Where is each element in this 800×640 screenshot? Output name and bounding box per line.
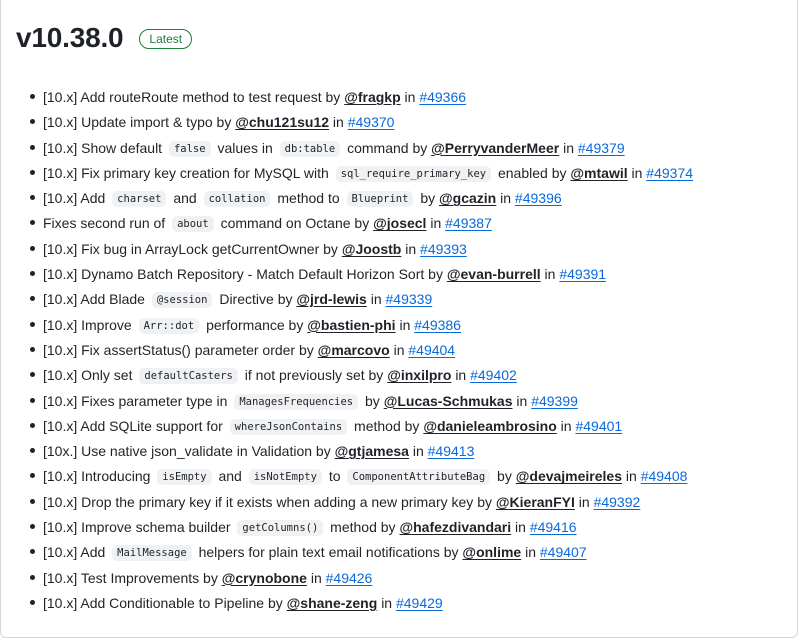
note-text: if not previously set (244, 367, 365, 384)
note-text: [10.x] Improve (43, 316, 132, 333)
author-mention-link[interactable]: @jrd-lewis (296, 291, 367, 308)
pull-request-link[interactable]: #49413 (427, 443, 475, 460)
connector-text: by (404, 417, 420, 434)
inline-code: ComponentAttributeBag (347, 469, 490, 485)
note-text: [10.x] Add (43, 190, 106, 207)
bullet-icon (30, 549, 35, 554)
connector-text: in (544, 266, 556, 283)
note-text: [10.x] Dynamo Batch Repository - Match Default Horizon Sort (43, 266, 425, 283)
pull-request-link[interactable]: #49370 (347, 114, 395, 131)
pull-request-link[interactable]: #49393 (420, 240, 467, 257)
note-text: [10.x] Fix primary key creation for MySQL with (43, 164, 329, 181)
pull-request-link[interactable]: #49339 (385, 291, 433, 308)
release-note-item (21, 162, 791, 187)
pull-request-link[interactable]: #49379 (577, 139, 625, 156)
inline-code: charset (112, 191, 166, 207)
note-text: [10.x] Only set (43, 367, 133, 384)
release-note-item (21, 541, 791, 566)
author-mention-link[interactable]: @mtawil (570, 164, 628, 181)
connector-text: by (368, 367, 384, 384)
note-text: [10.x] Add Conditionable to Pipeline (43, 594, 265, 611)
release-note-item (21, 137, 791, 162)
connector-text: by (203, 569, 218, 586)
note-text: command on Octane (220, 215, 351, 232)
author-mention-link[interactable]: @chu121su12 (235, 114, 330, 131)
author-mention-link[interactable]: @Joostb (341, 240, 402, 257)
note-text: [10.x] Fix bug in ArrayLock getCurrentOwner (43, 240, 320, 257)
author-mention-link[interactable]: @danieleambrosino (423, 417, 557, 434)
pull-request-link[interactable]: #49399 (531, 392, 578, 409)
author-mention-link[interactable]: @bastien-phi (307, 316, 396, 333)
bullet-icon (30, 322, 35, 327)
inline-code: collation (204, 191, 271, 207)
note-text: and (218, 468, 242, 485)
connector-text: by (216, 114, 232, 131)
release-note-item (21, 339, 791, 364)
connector-text: in (370, 291, 382, 308)
release-note-item (21, 86, 791, 111)
bullet-icon (30, 372, 35, 377)
note-text: and (173, 190, 197, 207)
bullet-icon (30, 119, 35, 124)
author-mention-link[interactable]: @evan-burrell (446, 266, 541, 283)
inline-code: db:table (280, 141, 341, 157)
author-mention-link[interactable]: @fragkp (344, 89, 401, 105)
release-note-item (21, 415, 791, 440)
note-text: [10.x] Add routeRoute method to test request (43, 89, 322, 105)
connector-text: in (625, 468, 637, 485)
note-text: command (347, 139, 409, 156)
bullet-icon (30, 398, 35, 403)
bullet-icon (30, 246, 35, 251)
note-text: to (328, 468, 341, 485)
note-text: [10.x] Introducing (43, 468, 151, 485)
connector-text: by (412, 139, 428, 156)
note-text: [10.x] Add (43, 544, 106, 561)
connector-text: in (563, 139, 574, 156)
release-note-item (21, 212, 791, 237)
bullet-icon (30, 347, 35, 352)
connector-text: by (325, 89, 341, 105)
connector-text: by (298, 341, 314, 358)
connector-text: by (497, 468, 512, 485)
author-mention-link[interactable]: @gtjamesa (334, 443, 409, 460)
release-note-item (21, 314, 791, 339)
connector-text: in (404, 89, 416, 105)
release-header (16, 20, 192, 56)
pull-request-link[interactable]: #49391 (559, 266, 607, 283)
author-mention-link[interactable]: @shane-zeng (286, 594, 378, 611)
pull-request-link[interactable]: #49396 (514, 190, 562, 207)
bullet-icon (30, 473, 35, 478)
inline-code: about (172, 216, 214, 232)
pull-request-link[interactable]: #49386 (414, 316, 461, 333)
release-note-item (21, 238, 791, 263)
release-note-item (21, 364, 791, 389)
connector-text: in (405, 240, 417, 257)
release-note-item (21, 491, 791, 516)
connector-text: by (365, 392, 380, 409)
inline-code: false (169, 141, 211, 157)
bullet-icon (30, 423, 35, 428)
inline-code: MailMessage (112, 545, 192, 561)
pull-request-link[interactable]: #49426 (325, 569, 373, 586)
bullet-icon (30, 170, 35, 175)
release-note-item (21, 516, 791, 541)
connector-text: in (500, 190, 512, 207)
release-note-item (21, 187, 791, 212)
release-note-item (21, 465, 791, 490)
connector-text: by (380, 519, 396, 536)
release-note-item (21, 567, 791, 592)
bullet-icon (30, 448, 35, 453)
author-mention-link[interactable]: @PerryvanderMeer (431, 139, 560, 156)
release-notes-list (21, 86, 791, 617)
note-text: [10.x] Fixes parameter type in (43, 392, 228, 409)
pull-request-link[interactable]: #49401 (575, 417, 623, 434)
connector-text: in (578, 493, 590, 510)
author-mention-link[interactable]: @Lucas-Schmukas (383, 392, 513, 409)
inline-code: isEmpty (157, 469, 211, 485)
pull-request-link[interactable]: #49407 (539, 544, 587, 561)
release-note-item (21, 390, 791, 415)
pull-request-link[interactable]: #49408 (640, 468, 688, 485)
note-text: [10.x] Add SQLite support for (43, 417, 223, 434)
note-text: helpers for plain text email notifications (198, 544, 440, 561)
pull-request-link[interactable]: #49404 (408, 341, 456, 358)
connector-text: by (428, 266, 443, 283)
release-note-item (21, 288, 791, 313)
bullet-icon (30, 145, 35, 150)
note-text: enabled (497, 164, 548, 181)
pull-request-link[interactable]: #49429 (395, 594, 443, 611)
author-mention-link[interactable]: @crynobone (221, 569, 307, 586)
author-mention-link[interactable]: @josecl (373, 215, 427, 232)
note-text: [10.x] Fix assertStatus() parameter order (43, 341, 296, 358)
connector-text: by (443, 544, 459, 561)
bullet-icon (30, 524, 35, 529)
note-text: Directive (219, 291, 274, 308)
bullet-icon (30, 575, 35, 580)
bullet-icon (30, 94, 35, 99)
connector-text: in (525, 544, 536, 561)
author-mention-link[interactable]: @gcazin (439, 190, 497, 207)
bullet-icon (30, 271, 35, 276)
bullet-icon (30, 220, 35, 225)
pull-request-link[interactable]: #49392 (593, 493, 641, 510)
connector-text: in (332, 114, 344, 131)
connector-text: by (267, 594, 283, 611)
author-mention-link[interactable]: @inxilpro (387, 367, 452, 384)
inline-code: getColumns() (237, 520, 323, 536)
connector-text: in (381, 594, 393, 611)
connector-text: by (315, 443, 331, 460)
inline-code: sql_require_primary_key (336, 166, 491, 182)
connector-text: in (515, 519, 526, 536)
connector-text: by (354, 215, 370, 232)
bullet-icon (30, 296, 35, 301)
connector-text: in (560, 417, 572, 434)
note-text: Fixes second run of (43, 215, 166, 232)
bullet-icon (30, 195, 35, 200)
release-note-item (21, 440, 791, 465)
connector-text: by (288, 316, 304, 333)
connector-text: in (399, 316, 411, 333)
author-mention-link[interactable]: @KieranFYI (495, 493, 575, 510)
latest-badge: Latest (139, 29, 192, 49)
author-mention-link[interactable]: @onlime (462, 544, 522, 561)
connector-text: by (477, 493, 492, 510)
inline-code: whereJsonContains (230, 419, 347, 435)
note-text: [10.x] Improve schema builder (43, 519, 231, 536)
release-note-item (21, 592, 791, 617)
connector-text: in (516, 392, 528, 409)
note-text: performance (206, 316, 285, 333)
inline-code: isNotEmpty (249, 469, 322, 485)
inline-code: Arr::dot (139, 318, 200, 334)
connector-text: by (277, 291, 293, 308)
inline-code: @session (152, 292, 213, 308)
connector-text: in (631, 164, 643, 181)
connector-text: in (430, 215, 442, 232)
inline-code: ManagesFrequencies (234, 394, 358, 410)
connector-text: in (412, 443, 424, 460)
pull-request-link[interactable]: #49374 (646, 164, 694, 181)
pull-request-link[interactable]: #49416 (529, 519, 577, 536)
note-text: [10x.] Use native json_validate in Validation (43, 443, 313, 460)
connector-text: by (551, 164, 567, 181)
connector-text: by (420, 190, 436, 207)
bullet-icon (30, 499, 35, 504)
author-mention-link[interactable]: @devajmeireles (515, 468, 623, 485)
note-text: [10.x] Drop the primary key if it exists when adding a new primary key (43, 493, 474, 510)
bullet-icon (30, 600, 35, 605)
release-version[interactable]: v10.38.0 (16, 22, 124, 53)
note-text: method to (277, 190, 340, 207)
release-note-item (21, 263, 791, 288)
author-mention-link[interactable]: @marcovo (317, 341, 390, 358)
inline-code: defaultCasters (139, 368, 238, 384)
note-text: [10.x] Update import & typo (43, 114, 213, 131)
pull-request-link[interactable]: #49366 (419, 89, 467, 105)
note-text: method (330, 519, 377, 536)
pull-request-link[interactable]: #49387 (445, 215, 492, 232)
inline-code: Blueprint (347, 191, 414, 207)
note-text: [10.x] Show default (43, 139, 163, 156)
connector-text: in (393, 341, 405, 358)
note-text: values in (217, 139, 273, 156)
note-text: method (354, 417, 401, 434)
connector-text: in (310, 569, 322, 586)
author-mention-link[interactable]: @hafezdivandari (399, 519, 512, 536)
note-text: [10.x] Test Improvements (43, 569, 200, 586)
release-note-item (21, 111, 791, 136)
note-text: [10.x] Add Blade (43, 291, 145, 308)
pull-request-link[interactable]: #49402 (470, 367, 517, 384)
connector-text: in (455, 367, 467, 384)
connector-text: by (323, 240, 338, 257)
